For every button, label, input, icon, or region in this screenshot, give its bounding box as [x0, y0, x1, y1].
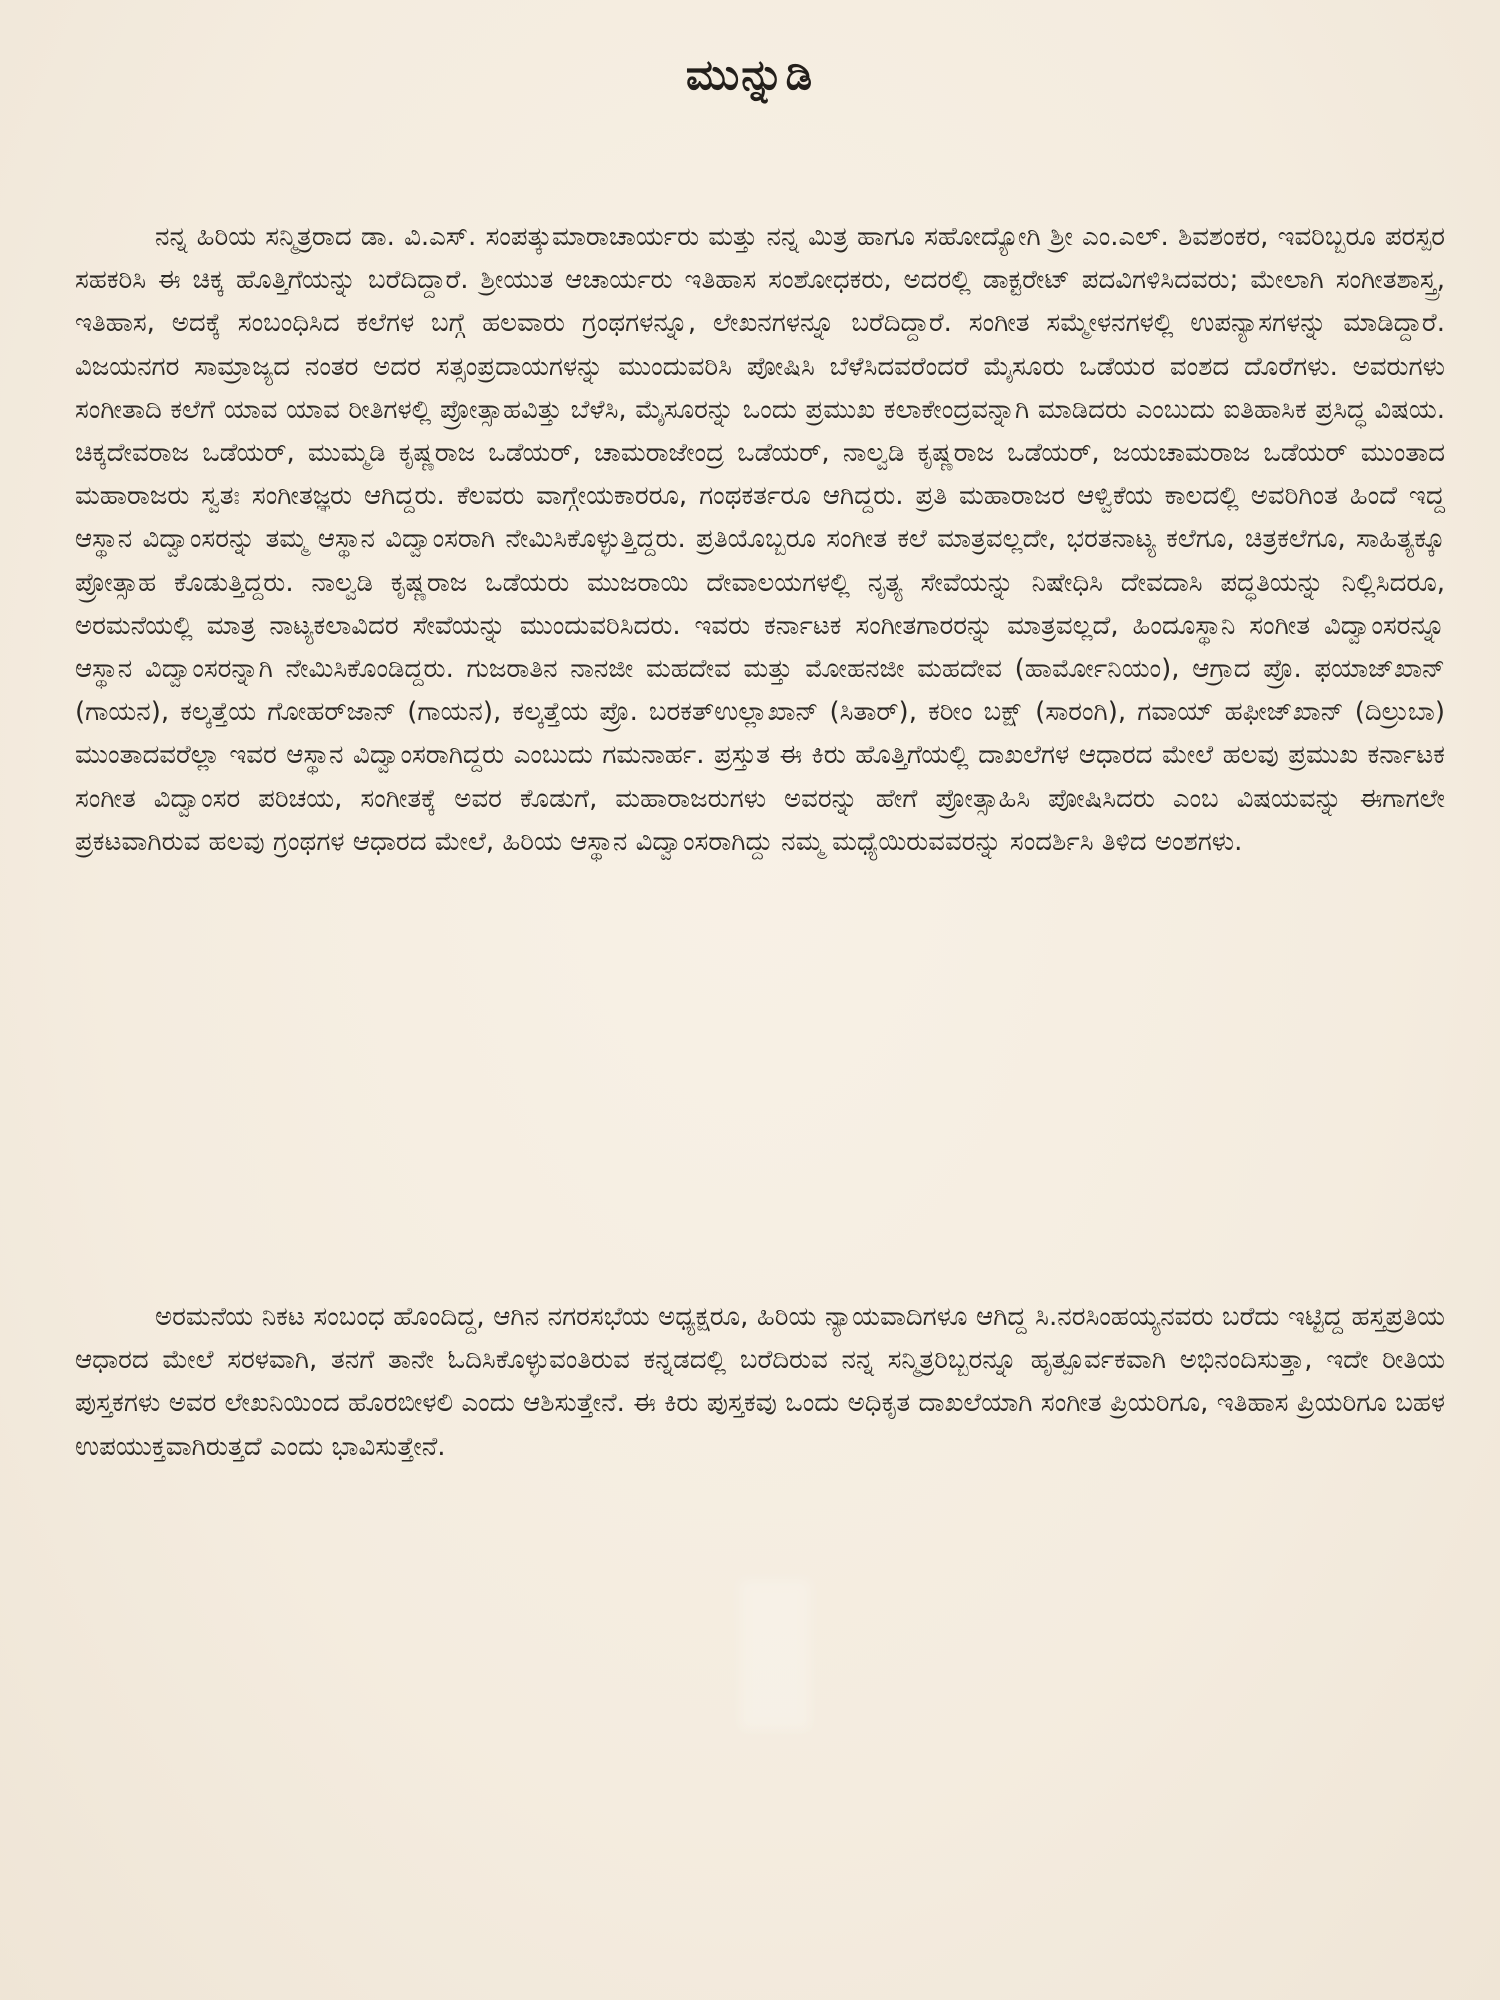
paragraph-1: ನನ್ನ ಹಿರಿಯ ಸನ್ಮಿತ್ರರಾದ ಡಾ. ವಿ.ಎಸ್. ಸಂಪತ್ಕುಮಾರಾಚಾರ್ಯರು ಮತ್ತು ನನ್ನ ಮಿತ್ರ ಹಾಗೂ ಸಹೋದ್ಯೋಗಿ ಶ್ರೀ ಎಂ.ಎಲ್. ಶಿವಶಂಕರ, ಇವರಿಬ್ಬರೂ ಪರಸ್ಪರ ಸಹಕರಿಸಿ ಈ ಚಿಕ್ಕ ಹೊತ್ತಿಗೆಯನ್ನು ಬರೆದಿದ್ದಾರೆ. ಶ್ರೀಯುತ ಆಚಾರ್ಯರು ಇತಿಹಾಸ ಸಂಶೋಧಕರು, ಅದರಲ್ಲಿ ಡಾಕ್ಟರೇಟ್ ಪದವಿಗಳಿಸಿದವರು; ಮೇಲಾಗಿ ಸಂಗೀತಶಾಸ್ತ್ರ, ಇತಿಹಾಸ, ಅದಕ್ಕೆ ಸಂಬಂಧಿಸಿದ ಕಲೆಗಳ ಬಗ್ಗೆ ಹಲವಾರು ಗ್ರಂಥಗಳನ್ನೂ, ಲೇಖನಗಳನ್ನೂ ಬರೆದಿದ್ದಾರೆ. ಸಂಗೀತ ಸಮ್ಮೇಳನಗಳಲ್ಲಿ ಉಪನ್ಯಾಸಗಳನ್ನು ಮಾಡಿದ್ದಾರೆ. ವಿಜಯನಗರ ಸಾಮ್ರಾಜ್ಯದ ನಂತರ ಅದರ ಸತ್ಸಂಪ್ರದಾಯಗಳನ್ನು ಮುಂದುವರಿಸಿ ಪೋಷಿಸಿ ಬೆಳೆಸಿದವರೆಂದರೆ ಮೈಸೂರು ಒಡೆಯರ ವಂಶದ ದೊರೆಗಳು. ಅವರುಗಳು ಸಂಗೀತಾದಿ ಕಲೆಗೆ ಯಾವ ಯಾವ ರೀತಿಗಳಲ್ಲಿ ಪ್ರೋತ್ಸಾಹವಿತ್ತು ಬೆಳೆಸಿ, ಮೈಸೂರನ್ನು ಒಂದು ಪ್ರಮುಖ ಕಲಾಕೇಂದ್ರವನ್ನಾಗಿ ಮಾಡಿದರು ಎಂಬುದು ಐತಿಹಾಸಿಕ ಪ್ರಸಿದ್ಧ ವಿಷಯ. ಚಿಕ್ಕದೇವರಾಜ ಒಡೆಯರ್, ಮುಮ್ಮಡಿ ಕೃಷ್ಣರಾಜ ಒಡೆಯರ್, ಚಾಮರಾಜೇಂದ್ರ ಒಡೆಯರ್, ನಾಲ್ವಡಿ ಕೃಷ್ಣರಾಜ ಒಡೆಯರ್, ಜಯಚಾಮರಾಜ ಒಡೆಯರ್ ಮುಂತಾದ ಮಹಾರಾಜರು ಸ್ವತಃ ಸಂಗೀತಜ್ಞರು ಆಗಿದ್ದರು. ಕೆಲವರು ವಾಗ್ಗೇಯಕಾರರೂ, ಗಂಥಕರ್ತರೂ ಆಗಿದ್ದರು. ಪ್ರತಿ ಮಹಾರಾಜರ ಆಳ್ವಿಕೆಯ ಕಾಲದಲ್ಲಿ ಅವರಿಗಿಂತ ಹಿಂದೆ ಇದ್ದ ಆಸ್ಥಾನ ವಿದ್ವಾಂಸರನ್ನು ತಮ್ಮ ಆಸ್ಥಾನ ವಿದ್ವಾಂಸರಾಗಿ ನೇಮಿಸಿಕೊಳ್ಳುತ್ತಿದ್ದರು. ಪ್ರತಿಯೊಬ್ಬರೂ ಸಂಗೀತ ಕಲೆ ಮಾತ್ರವಲ್ಲದೇ, ಭರತನಾಟ್ಯ ಕಲೆಗೂ, ಚಿತ್ರಕಲೆಗೂ, ಸಾಹಿತ್ಯಕ್ಕೂ ಪ್ರೋತ್ಸಾಹ ಕೊಡುತ್ತಿದ್ದರು. ನಾಲ್ವಡಿ ಕೃಷ್ಣರಾಜ ಒಡೆಯರು ಮುಜರಾಯಿ ದೇವಾಲಯಗಳಲ್ಲಿ ನೃತ್ಯ ಸೇವೆಯನ್ನು ನಿಷೇಧಿಸಿ ದೇವದಾಸಿ ಪದ್ಧತಿಯನ್ನು ನಿಲ್ಲಿಸಿದರೂ, ಅರಮನೆಯಲ್ಲಿ ಮಾತ್ರ ನಾಟ್ಯಕಲಾವಿದರ ಸೇವೆಯನ್ನು ಮುಂದುವರಿಸಿದರು. ಇವರು ಕರ್ನಾಟಕ ಸಂಗೀತಗಾರರನ್ನು ಮಾತ್ರವಲ್ಲದೆ, ಹಿಂದೂಸ್ಥಾನಿ ಸಂಗೀತ ವಿದ್ವಾಂಸರನ್ನೂ ಆಸ್ಥಾನ ವಿದ್ವಾಂಸರನ್ನಾಗಿ ನೇಮಿಸಿಕೊಂಡಿದ್ದರು. ಗುಜರಾತಿನ ನಾನಜೀ ಮಹದೇವ ಮತ್ತು ಮೋಹನಜೀ ಮಹದೇವ (ಹಾರ್ಮೋನಿಯಂ), ಆಗ್ರಾದ ಪ್ರೊ. ಫಯಾಜ್‌ಖಾನ್ (ಗಾಯನ), ಕಲ್ಕತ್ತೆಯ ಗೋಹರ್‌ಜಾನ್ (ಗಾಯನ), ಕಲ್ಕತ್ತೆಯ ಪ್ರೊ. ಬರಕತ್‌ಉಲ್ಲಾಖಾನ್ (ಸಿತಾರ್), ಕರೀಂ ಬಕ್ಷ್ (ಸಾರಂಗಿ), ಗವಾಯ್ ಹಫೀಜ್‌ಖಾನ್ (ದಿಲ್ರುಬಾ) ಮುಂತಾದವರೆಲ್ಲಾ ಇವರ ಆಸ್ಥಾನ ವಿದ್ವಾಂಸರಾಗಿದ್ದರು ಎಂಬುದು ಗಮನಾರ್ಹ. ಪ್ರಸ್ತುತ ಈ ಕಿರು ಹೊತ್ತಿಗೆಯಲ್ಲಿ ದಾಖಲೆಗಳ ಆಧಾರದ ಮೇಲೆ ಹಲವು ಪ್ರಮುಖ ಕರ್ನಾಟಕ ಸಂಗೀತ ವಿದ್ವಾಂಸರ ಪರಿಚಯ, ಸಂಗೀತಕ್ಕೆ ಅವರ ಕೊಡುಗೆ, ಮಹಾರಾಜರುಗಳು ಅವರನ್ನು ಹೇಗೆ ಪ್ರೋತ್ಸಾಹಿಸಿ ಪೋಷಿಸಿದರು ಎಂಬ ವಿಷಯವನ್ನು ಈಗಾಗಲೇ ಪ್ರಕಟವಾಗಿರುವ ಹಲವು ಗ್ರಂಥಗಳ ಆಧಾರದ ಮೇಲೆ, ಹಿರಿಯ ಆಸ್ಥಾನ ವಿದ್ವಾಂಸರಾಗಿದ್ದು ನಮ್ಮ ಮಧ್ಯೆಯಿರುವವರನ್ನು ಸಂದರ್ಶಿಸಿ ತಿಳಿದ ಅಂಶಗಳು.: [75, 222, 1445, 857]
paper-smudge: [740, 1580, 810, 1730]
paragraph-2: ಅರಮನೆಯ ನಿಕಟ ಸಂಬಂಧ ಹೊಂದಿದ್ದ, ಆಗಿನ ನಗರಸಭೆಯ ಅಧ್ಯಕ್ಷರೂ, ಹಿರಿಯ ನ್ಯಾಯವಾದಿಗಳೂ ಆಗಿದ್ದ ಸಿ.ನರಸಿಂಹಯ್ಯನವರು ಬರೆದು ಇಟ್ಟಿದ್ದ ಹಸ್ತಪ್ರತಿಯ ಆಧಾರದ ಮೇಲೆ ಸರಳವಾಗಿ, ತನಗೆ ತಾನೇ ಓದಿಸಿಕೊಳ್ಳುವಂತಿರುವ ಕನ್ನಡದಲ್ಲಿ ಬರೆದಿರುವ ನನ್ನ ಸನ್ಮಿತ್ರರಿಬ್ಬರನ್ನೂ ಹೃತ್ಪೂರ್ವಕವಾಗಿ ಅಭಿನಂದಿಸುತ್ತಾ, ಇದೇ ರೀತಿಯ ಪುಸ್ತಕಗಳು ಅವರ ಲೇಖನಿಯಿಂದ ಹೊರಬೀಳಲಿ ಎಂದು ಆಶಿಸುತ್ತೇನೆ. ಈ ಕಿರು ಪುಸ್ತಕವು ಒಂದು ಅಧಿಕೃತ ದಾಖಲೆಯಾಗಿ ಸಂಗೀತ ಪ್ರಿಯರಿಗೂ, ಇತಿಹಾಸ ಪ್ರಿಯರಿಗೂ ಬಹಳ ಉಪಯುಕ್ತವಾಗಿರುತ್ತದೆ ಎಂದು ಭಾವಿಸುತ್ತೇನೆ.: [75, 1302, 1445, 1462]
page-title: ಮುನ್ನುಡಿ: [685, 50, 815, 99]
